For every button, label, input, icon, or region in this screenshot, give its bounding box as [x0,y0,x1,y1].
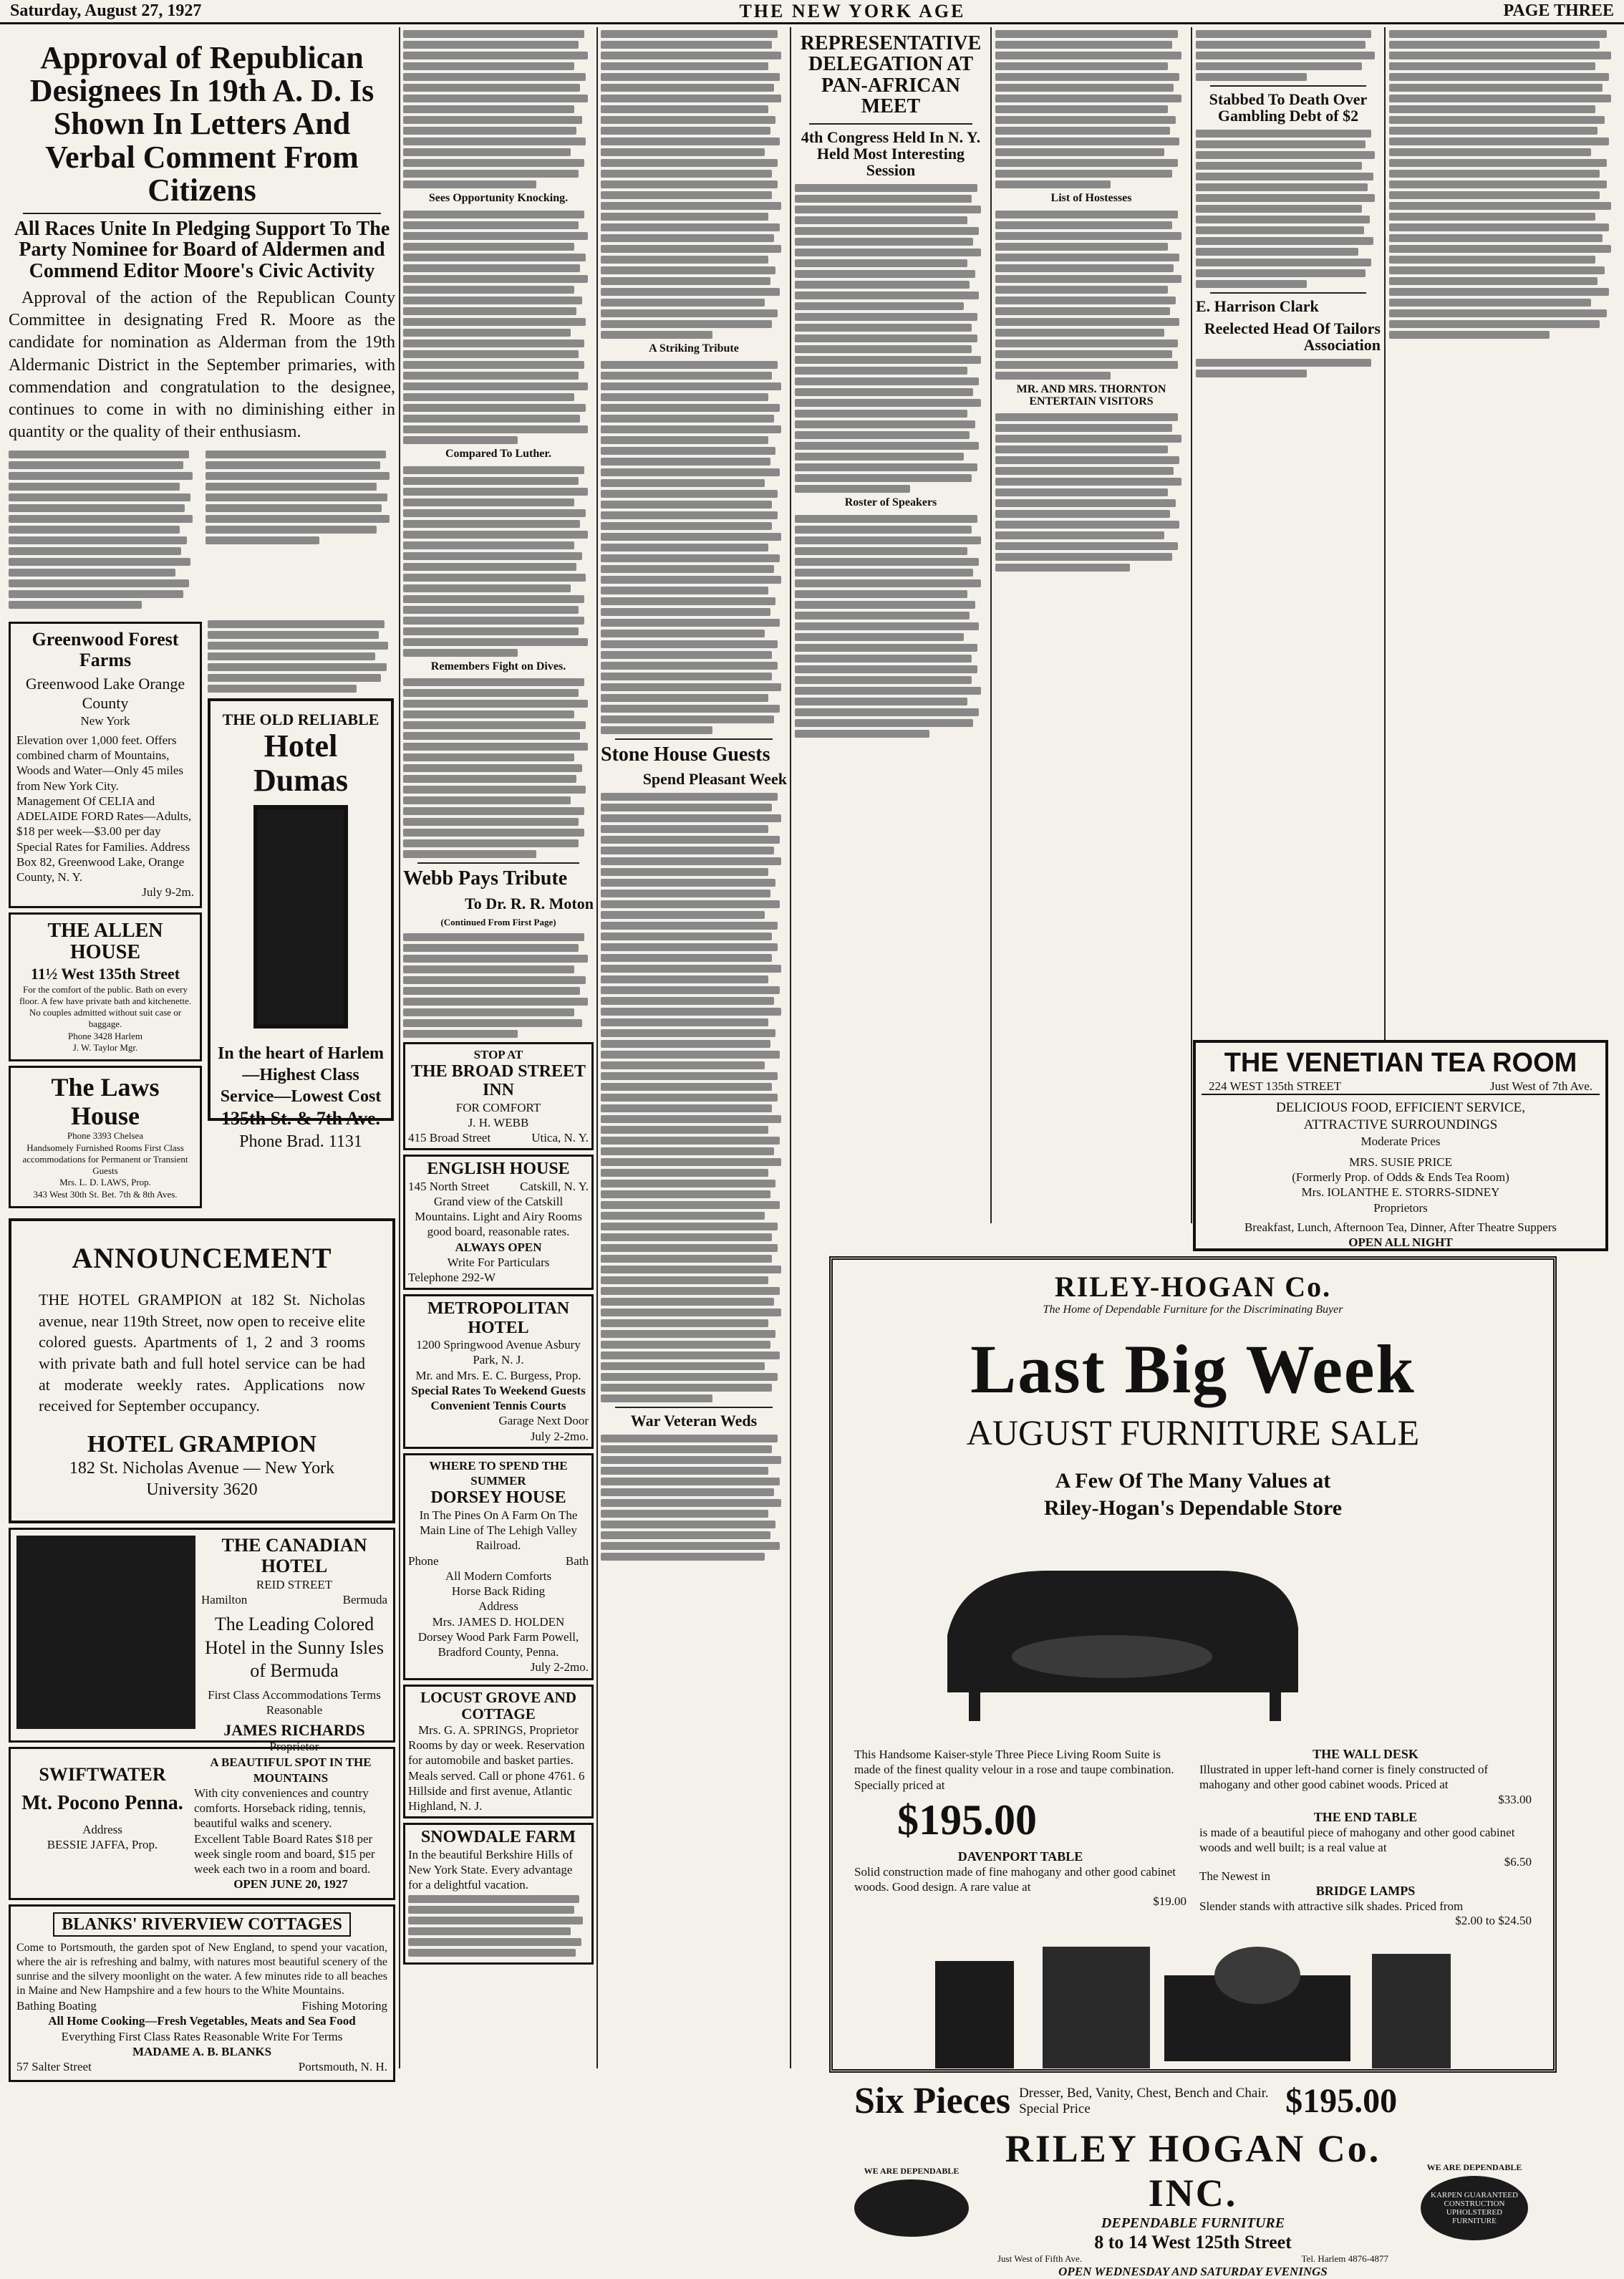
footer-left-badge [847,2166,976,2240]
left-middle-stack [208,617,394,1212]
ad-dumas-phone: Phone Brad. 1131 [239,1132,362,1151]
ad-broad-street: 415 Broad Street [408,1131,491,1145]
ad-blanks-cooking: All Home Cooking—Fresh Vegetables, Meats and Sea Food [48,2014,356,2028]
column-rule [990,27,992,1223]
column-five [995,27,1187,1245]
pan-african-subhead: 4th Congress Held In N. Y. Held Most Interesting Session [801,127,981,179]
ad-canadian-street: REID STREET [256,1577,333,1591]
footer-open: OPEN WEDNESDAY AND SATURDAY EVENINGS [1058,2265,1328,2279]
canadian-hotel-photo [16,1536,195,1729]
ad-venetian-prop1: MRS. SUSIE PRICE [1348,1155,1453,1169]
stone-house-text [601,793,787,1402]
ad-blanks-terms: Everything First Class Rates Reasonable Write For Terms [61,2029,343,2043]
footer-near: Just West of Fifth Ave. [997,2253,1083,2265]
ad-laws-house [9,1066,202,1208]
ad-locust-title: LOCUST GROVE AND COTTAGE [420,1688,576,1722]
ad-metro-address: 1200 Springwood Avenue Asbury Park, N. J. [416,1338,581,1367]
ad-english-street: 145 North Street [408,1179,490,1193]
furniture-subhead: AUGUST FURNITURE SALE [966,1412,1420,1452]
sofa-illustration [919,1528,1320,1743]
footer-logo: RILEY HOGAN Co. INC. [1005,2127,1381,2215]
ad-locust-prop: Mrs. G. A. SPRINGS, Proprietor [418,1722,579,1737]
ad-metro-prop: Mr. and Mrs. E. C. Burgess, Prop. [415,1368,581,1382]
ad-canadian-hotel [9,1528,395,1754]
ad-english-write: Write For Particulars [447,1255,550,1269]
subhead-thorntons: MR. AND MRS. THORNTON ENTERTAIN VISITORS [1016,382,1166,408]
opportunity-text [403,211,594,444]
column-three [601,27,787,2068]
luther-text [403,466,594,657]
ad-laws-prop: Mrs. L. D. LAWS, Prop. [59,1177,151,1188]
stabbed-headline: Stabbed To Death Over Gambling Debt of $2 [1209,90,1368,125]
ad-greenwood-location: Greenwood Lake Orange County [25,674,185,713]
karpen-badge: KARPEN GUARANTEED CONSTRUCTION UPHOLSTERED FURNITURE [1421,2176,1528,2240]
ad-swiftwater-features: With city conveniences and country comforts. Horseback riding, tennis, beautiful walks and scenery. [194,1786,369,1831]
left-ads-row [9,617,395,1212]
lamps-text: Slender stands with attractive silk shades. Priced from [1199,1899,1464,1913]
ad-dumas-copy: In the heart of Harlem—Highest Class Service—Lowest Cost [218,1044,384,1107]
pan-african-headline: REPRESENTATIVE DELEGATION AT PAN-AFRICAN MEET [800,32,982,118]
masthead-date: Saturday, August 27, 1927 [10,1,202,20]
ad-dumas-address: 135th St. & 7th Ave. [221,1108,380,1129]
ad-metro-title: METROPOLITAN HOTEL [427,1299,570,1337]
suite-text: This Handsome Kaiser-style Three Piece Living Room Suite is made of the finest quality velour in a rose and taupe combination. Specially priced at [854,1748,1174,1792]
ad-announcement-body: THE HOTEL GRAMPION at 182 St. Nicholas avenue, near 119th Street, now open to receive elite colored guests. Apartments of 1, 2 and 3 rooms with private bath and full hotel service can be had at moderate weekly rates. Applications now received for September occupancy. [39,1290,365,1415]
ad-english-phone: Telephone 292-W [408,1271,496,1285]
wall-desk-price: $33.00 [1498,1792,1532,1806]
end-table-price: $6.50 [1504,1855,1532,1869]
ad-dorsey-phone: Phone [408,1553,439,1568]
ad-venetian-prop2: (Formerly Prop. of Odds & Ends Tea Room) [1292,1170,1509,1185]
ad-canadian-country: Bermuda [342,1592,387,1606]
riley-hogan-logo: RILEY-HOGAN Co. [1054,1271,1332,1303]
ad-laws-body: Handsomely Furnished Rooms First Class accommodations for Permanent or Transient Guests [22,1142,188,1177]
ad-grampion-phone: University 3620 [146,1480,258,1500]
hotel-dumas-photo [253,805,348,1028]
ad-locust-body: Rooms by day or week. Reservation for automobile and basket parties. Meals served. Call or phone 4761. 6 Hillside and first avenue, Atlantic Highland, N. J. [408,1738,585,1813]
ad-swiftwater-proprietor: BESSIE JAFFA, Prop. [47,1838,158,1852]
column-rule [596,27,598,2068]
ad-snowdale-title: SNOWDALE FARM [420,1828,576,1847]
veteran-text [601,1435,787,1561]
letters-text [403,30,594,188]
ad-dorsey-farm: Dorsey Wood Park Farm Powell, Bradford County, Penna. [417,1629,579,1659]
ad-dumas-reliable: THE OLD RELIABLE [222,710,380,729]
wall-desk-title: THE WALL DESK [1313,1747,1418,1761]
ad-allen-title: THE ALLEN HOUSE [47,919,163,964]
furniture-items-row [833,1747,1553,1928]
ad-metropolitan-hotel [403,1294,594,1449]
clark-subhead: Reelected Head Of Tailors Association [1204,319,1381,355]
ad-blanks-title: BLANKS' RIVERVIEW COTTAGES [53,1912,351,1937]
ad-canadian-terms: First Class Accommodations Terms Reasonable [208,1687,381,1717]
ad-allen-phone: Phone 3428 Harlem [68,1030,142,1041]
we-dependable-right: WE ARE DEPENDABLE [1426,2162,1522,2173]
ad-metro-date: July 2-2mo. [530,1429,589,1443]
lamps-price: $2.00 to $24.50 [1455,1914,1532,1928]
ad-allen-prop: J. W. Taylor Mgr. [72,1041,138,1053]
ad-metro-rates: Special Rates To Weekend Guests Convenient Tennis Courts [411,1383,586,1413]
ad-greenwood-body: Elevation over 1,000 feet. Offers combined charm of Mountains, Woods and Water—Only 45 miles from New York City. [16,733,184,793]
ad-venetian-prop3: Mrs. IOLANTHE E. STORRS-SIDNEY [1301,1185,1500,1200]
ad-dorsey-bath: Bath [565,1553,589,1568]
ad-canadian-title: THE CANADIAN HOTEL [221,1535,367,1576]
ad-greenwood-management: Management Of CELIA and ADELAIDE FORD Rates—Adults, $18 per week—$3.00 per day Special Rates for Families. Address Box 82, Greenwood Lake, Orange County, N. Y. [16,794,192,885]
subhead-hostesses: List of Hostesses [1050,192,1132,204]
clark-headline: E. Harrison Clark [1196,297,1319,316]
ad-locust-grove [403,1685,594,1819]
ad-swiftwater-address-label: Address [82,1822,122,1836]
ad-broad-street-inn [403,1042,594,1151]
veteran-headline: War Veteran Weds [630,1412,758,1430]
ad-english-body: Grand view of the Catskill Mountains. Light and Airy Rooms good board, reasonable rates. [415,1194,582,1239]
footer-right-badge [1410,2162,1539,2243]
ad-english-house [403,1155,594,1290]
we-dependable-left: WE ARE DEPENDABLE [864,2166,960,2177]
hostesses-continued [1196,30,1381,81]
lead-headline: Approval of Republican Designees In 19th A. D. Is Shown In Letters And Verbal Comment From Citizens [29,40,374,208]
thorntons-text [995,413,1187,572]
end-table-text: is made of a beautiful piece of mahogany and other good cabinet woods and well built; is a real value at [1199,1825,1515,1854]
ad-swiftwater-rates: Excellent Table Board Rates $18 per week single room and board, $15 per week each two in a room and board. [194,1831,375,1876]
subhead-roster: Roster of Speakers [844,496,937,509]
suite-price: $195.00 [897,1796,1037,1844]
ad-dorsey-house [403,1453,594,1680]
ad-broad-title: THE BROAD STREET INN [410,1061,586,1100]
ad-english-open: ALWAYS OPEN [455,1240,542,1254]
riley-hogan-footer [833,2126,1553,2279]
pan-african-text [795,184,987,493]
ad-english-city: Catskill, N. Y. [520,1179,589,1193]
stone-house-subhead: Spend Pleasant Week [642,770,787,789]
stabbed-text [1196,130,1381,288]
riley-hogan-tagline: The Home of Dependable Furniture for the Discriminating Buyer [1043,1304,1343,1316]
ad-venetian-foot: Breakfast, Lunch, Afternoon Tea, Dinner, After Theatre Suppers [1244,1220,1557,1234]
column-rule [399,27,400,2068]
ad-dorsey-comforts: All Modern Comforts [445,1569,552,1583]
ad-broad-city: Utica, N. Y. [531,1131,589,1145]
ad-swiftwater-title: SWIFTWATER [39,1764,166,1786]
ad-grampion-name: HOTEL GRAMPION [87,1431,317,1458]
lead-intro [9,287,395,443]
lamps-intro: The Newest in [1199,1869,1271,1883]
dives-text [403,678,594,858]
ad-greenwood-date: July 9-2m. [142,885,194,900]
ad-dorsey-riding: Horse Back Riding [451,1584,546,1599]
lead-subhead: All Races Unite In Pledging Support To The Party Nominee for Board of Aldermen and Commend Editor Moore's Civic Activity [14,217,390,282]
footer-sub: DEPENDABLE FURNITURE [1101,2215,1285,2232]
hostesses-text [995,211,1187,380]
ad-canadian-proprietor-title: Proprietor [269,1740,319,1754]
ad-blanks-fishing: Fishing Motoring [301,1999,387,2013]
masthead-page: PAGE THREE [1503,1,1614,20]
striking-text [601,361,787,734]
webb-subhead: To Dr. R. R. Moton [465,894,594,912]
ad-venetian-open: OPEN ALL NIGHT [1348,1235,1453,1250]
davenport-title: DAVENPORT TABLE [957,1849,1083,1864]
ad-venetian-prop4: Proprietors [1373,1200,1428,1215]
clark-continued [1389,30,1618,339]
subhead-luther: Compared To Luther. [445,447,552,460]
ad-blanks-street: 57 Salter Street [16,2060,92,2074]
subhead-opportunity: Sees Opportunity Knocking. [428,192,569,204]
left-ads-stack [9,617,202,1212]
six-pieces-price: $195.00 [1285,2082,1398,2121]
ad-greenwood-title: Greenwood Forest Farms [32,629,179,671]
roster-text [795,515,987,738]
bedroom-set-illustration [907,1932,1479,2076]
stone-house-headline: Stone House Guests [601,743,770,766]
ad-announcement-grampion [9,1218,395,1524]
ad-allen-address: 11½ West 135th Street [30,965,180,983]
clark-text [1196,359,1381,377]
supporters-list [208,620,394,693]
ad-dorsey-body: In The Pines On A Farm On The Main Line of The Lehigh Valley Railroad. [419,1508,578,1553]
ad-broad-stop: STOP AT [473,1047,523,1061]
footer-address: 8 to 14 West 125th Street [1094,2232,1292,2253]
ad-broad-name: J. H. WEBB [468,1115,529,1129]
ad-broad-comfort: FOR COMFORT [455,1100,541,1114]
column-rule [1191,27,1192,1223]
six-pieces-text: Dresser, Bed, Vanity, Chest, Bench and Chair. Special Price [1019,2085,1269,2116]
ad-dorsey-date: July 2-2mo. [530,1660,589,1675]
ad-swiftwater [9,1747,395,1899]
ad-venetian-near: Just West of 7th Ave. [1490,1079,1592,1093]
furniture-left-items [854,1747,1186,1928]
webb-continued: (Continued From First Page) [440,916,556,928]
ad-laws-title: The Laws House [51,1073,160,1130]
column-rule [790,27,791,2068]
ad-venetian-line3: Moderate Prices [1360,1134,1441,1148]
furniture-store: Riley-Hogan's Dependable Store [1043,1496,1343,1520]
footer-tel: Tel. Harlem 4876-4877 [1301,2253,1388,2265]
ad-dorsey-name: Mrs. JAMES D. HOLDEN [432,1614,565,1629]
ad-venetian-address: 224 WEST 135th STREET [1209,1079,1341,1093]
ad-metro-garage: Garage Next Door [498,1414,589,1428]
davenport-price: $19.00 [1153,1894,1186,1909]
ad-english-title: ENGLISH HOUSE [427,1160,570,1179]
ad-venetian-line1: DELICIOUS FOOD, EFFICIENT SERVICE, [1275,1100,1526,1116]
furniture-few-values: A Few Of The Many Values at [1055,1469,1331,1493]
footer-center [976,2126,1410,2279]
oval-emblem [854,2179,969,2237]
ad-dumas-title: Hotel Dumas [253,728,349,798]
column-four [795,27,987,1245]
masthead [0,0,1624,24]
lead-body-text [9,448,198,612]
ad-riley-hogan [829,1256,1557,2279]
ad-blanks-proprietor: MADAME A. B. BLANKS [132,2044,272,2058]
moton-text [601,30,787,339]
ad-grampion-address: 182 St. Nicholas Avenue — New York [69,1459,335,1478]
furniture-headline: Last Big Week [970,1331,1416,1407]
ad-greenwood-state: New York [80,713,130,728]
ad-venetian-line2: ATTRACTIVE SURROUNDINGS [1303,1117,1498,1132]
lamps-title: BRIDGE LAMPS [1315,1884,1416,1898]
six-pieces-label: Six Pieces [854,2081,1011,2122]
ad-swiftwater-headline: A BEAUTIFUL SPOT IN THE MOUNTAINS [210,1755,372,1785]
column-two [403,27,594,2068]
six-pieces-row [833,2080,1553,2122]
ad-dorsey-title: DORSEY HOUSE [430,1488,566,1508]
furniture-right-items [1199,1747,1532,1928]
ad-dorsey-lead: WHERE TO SPEND THE SUMMER [429,1458,568,1488]
ad-canadian-city: Hamilton [201,1592,248,1606]
ad-swiftwater-open: OPEN JUNE 20, 1927 [233,1877,348,1892]
ad-allen-body: For the comfort of the public. Bath on every floor. A few have private bath and kitchenette. No couples admitted without suit case or baggage. [19,983,192,1030]
masthead-title: THE NEW YORK AGE [739,0,966,21]
ad-allen-house [9,912,202,1062]
lead-body-text [206,448,395,612]
ad-blanks-cottages [9,1904,395,2083]
subhead-striking-tribute: A Striking Tribute [649,342,739,355]
ad-laws-phone: Phone 3393 Chelsea [67,1130,144,1142]
end-table-title: THE END TABLE [1313,1809,1418,1824]
ad-laws-address: 343 West 30th St. Bet. 7th & 8th Aves. [33,1188,178,1200]
ad-canadian-body: The Leading Colored Hotel in the Sunny Isles of Bermuda [205,1614,384,1682]
davenport-text: Solid construction made of fine mahogany and other good cabinet woods. Good design. A rare value at [854,1864,1176,1894]
ad-blanks-city: Portsmouth, N. H. [298,2060,387,2074]
ad-venetian-tea-room [1193,1040,1608,1251]
wall-desk-text: Illustrated in upper left-hand corner is finely constructed of mahogany and other good cabinet woods. Priced at [1199,1763,1489,1792]
ad-announcement-title: ANNOUNCEMENT [72,1241,332,1274]
webb-headline: Webb Pays Tribute [403,867,568,890]
webb-text [403,933,594,1038]
ad-greenwood [9,622,202,907]
ad-canadian-proprietor: JAMES RICHARDS [223,1721,365,1740]
lead-intro-text: Approval of the action of the Republican County Committee in designating Fred R. Moore as the candidate for nomination as Alderman from the 19th Aldermanic District in the September primaries, with commendation and congratulation to the designee, continues to come in with no diminishing either in quantity or the quality of their enthusiasm. [9,289,395,442]
ad-hotel-dumas [208,698,394,1151]
ad-blanks-body: Come to Portsmouth, the garden spot of New England, to spend your vacation, where the air is refreshing and balmy, with natures most beautiful scenery of the sunrise and the silvery moonlight on the water. A few minutes ride to all beaches in Maine and New Hampshire and a few hours to the White Mountains. [16,1942,387,1998]
subhead-dives: Remembers Fight on Dives. [430,660,566,673]
ad-venetian-title: THE VENETIAN TEA ROOM [1224,1048,1577,1078]
ad-blanks-bathing: Bathing Boating [16,1999,97,2013]
ad-dorsey-address-label: Address [478,1599,518,1614]
pan-african-continued [995,30,1187,188]
left-column [9,27,395,2074]
ad-snowdale-farm [403,1823,594,1965]
lead-body-columns [9,448,395,612]
ad-snowdale-body: In the beautiful Berkshire Hills of New York State. Every advantage for a delightful vacation. [408,1847,573,1892]
ad-swiftwater-location: Mt. Pocono Penna. [21,1792,183,1814]
